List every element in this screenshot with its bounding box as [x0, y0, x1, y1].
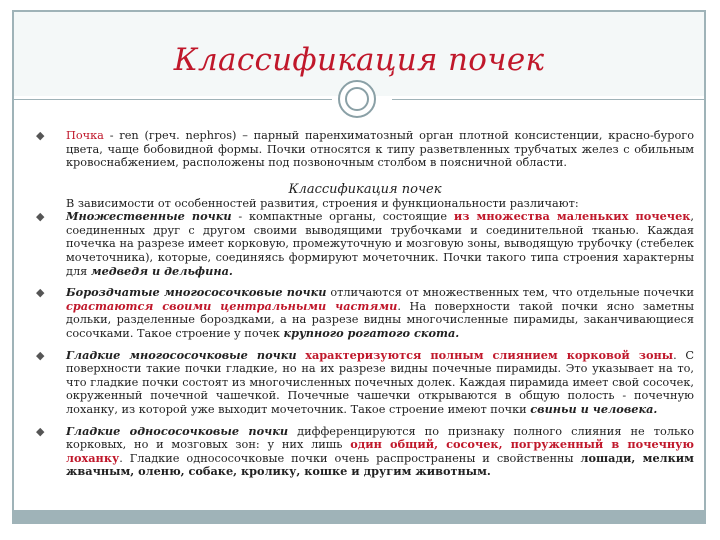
circle-ornament-icon: [338, 80, 376, 118]
definition-paragraph: [36, 129, 694, 170]
definition-block: [36, 129, 694, 170]
slide-title: Классификация почек: [173, 42, 545, 78]
definition-text: - ren (греч. nephros) – парный паренхиматозный орган плотной консистенции, красно-бурого цвета, чаще бобовидной формы. Почки относятся к типу разветвленных трубчатых желез с обильным кровоснабжением, расположены под позвоночным столбом в поясничной области.: [66, 129, 694, 170]
bullet-grooved-kidneys: ◆ Бороздчатые многососочковые почки отличаются от множественных тем, что отдельные почечки срастаются своими центральными частями. На поверхности такой почки ясно заметны дольки, разделенные бороздками, а на разрезе видны многочисленные пирамиды, заканчивающиеся сосочками. Такое строение у почек крупного рогатого скота.: [36, 285, 694, 340]
bullet-icon: ◆: [36, 286, 45, 300]
classification-block: [36, 183, 694, 479]
bullet-multiple-kidneys: ◆ Множественные почки - компактные органы, состоящие из множества маленьких почечек, соединенных друг с другом своими выводящими трубочками и соединительной тканью. Каждая почечка на разрезе имеет корковую, промежуточную и мозговую зоны, выводящую трубочку (стебелек мочеточника), которые, соединяясь формируют мочеточник. Почки такого типа строения характерны для медведя и дельфина.: [36, 209, 695, 278]
section-subtitle: Классификация почек: [288, 182, 442, 197]
slide-frame: [12, 10, 706, 524]
bullet-smooth-unipapillary: ◆ Гладкие однососочковые почки дифференцируются по признаку полного слияния не только корковых, но и мозговых зон: у них лишь один общий, сосочек, погруженный в почечную лоханку. Гладкие однососочковые почки очень распространены и свойственны лошади, мелким жвачным, оленю, собаке, кролику, кошке и другим животным.: [36, 423, 695, 479]
bullet-icon: ◆: [36, 424, 45, 438]
bullet-icon: ◆: [36, 348, 45, 362]
bullet-smooth-multipapillary: ◆ Гладкие многососочковые почки характеризуются полным слиянием корковой зоны. С поверхности такие почки гладкие, но на их разрезе видны почечные пирамиды. Это указывает на то, что гладкие почки состоят из многочисленных почечных долек. Каждая пирамида имеет свой сосочек, окруженный почечной чашечкой. Почечные чашечки открываются в общую полость - почечную лоханку, из которой уже выходит мочеточник. Такое строение имеют почки свиньи и человека.: [36, 347, 694, 416]
bullet-icon: ◆: [36, 210, 45, 224]
title-divider-left: [14, 99, 332, 100]
intro-line: В зависимости от особенностей развития, строения и функциональности различают:: [66, 196, 579, 210]
bottom-bar: [14, 510, 704, 522]
bullet-icon: ◆: [36, 129, 45, 142]
title-divider-right: [392, 99, 706, 100]
term-kidney: Почка: [66, 129, 104, 142]
